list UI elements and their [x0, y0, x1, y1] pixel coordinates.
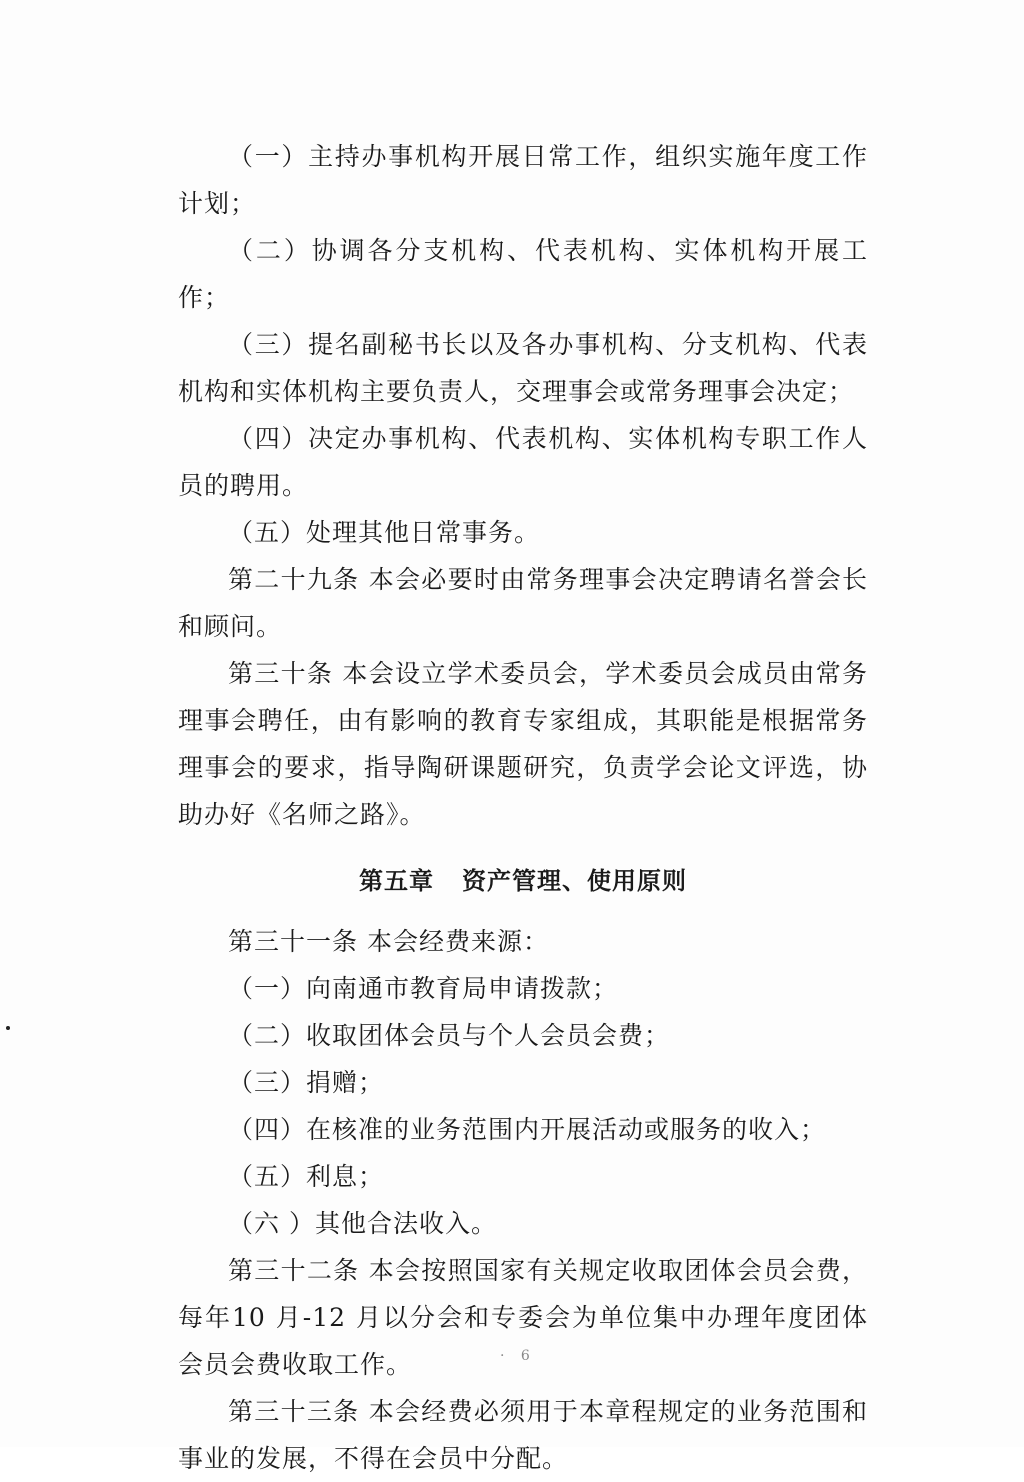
paragraph-funding-5: （五）利息； [228, 1162, 385, 1191]
paragraph-item-4: （四）决定办事机构、代表机构、实体机构专职工作人员的聘用。 [178, 424, 868, 500]
paragraph-funding-6: （六 ）其他合法收入。 [228, 1209, 497, 1238]
paragraph-item-2: （二）协调各分支机构、代表机构、实体机构开展工作； [178, 236, 868, 312]
paragraph-item-5: （五）处理其他日常事务。 [228, 518, 541, 547]
paragraph-funding-3: （三）捐赠； [228, 1068, 385, 1097]
scan-speck [6, 1026, 10, 1030]
paragraph-article-31: 第三十一条 本会经费来源： [228, 927, 549, 956]
page-number: · 6 [500, 1348, 536, 1364]
paragraph-article-30: 第三十条 本会设立学术委员会，学术委员会成员由常务理事会聘任，由有影响的教育专家组成，其职能是根据常务理事会的要求，指导陶研课题研究，负责学会论文评选，协助办好《名师之路》。 [178, 659, 868, 829]
paragraph-item-3: （三）提名副秘书长以及各办事机构、分支机构、代表机构和实体机构主要负责人，交理事会或常务理事会决定； [178, 330, 868, 406]
document-body [178, 133, 868, 1482]
chapter-number: 第五章 [359, 867, 434, 895]
paragraph-item-1: （一）主持办事机构开展日常工作，组织实施年度工作计划； [178, 142, 868, 218]
paragraph-article-32: 第三十二条 本会按照国家有关规定收取团体会员会费，每年10 月-12 月以分会和专委会为单位集中办理年度团体会员会费收取工作。 [178, 1256, 868, 1379]
paragraph-article-29: 第二十九条 本会必要时由常务理事会决定聘请名誉会长和顾问。 [178, 565, 868, 641]
paragraph-funding-2: （二）收取团体会员与个人会员会费； [228, 1021, 671, 1050]
chapter-heading [178, 856, 868, 906]
paragraph-funding-4: （四）在核准的业务范围内开展活动或服务的收入； [228, 1115, 827, 1144]
paragraph-article-33: 第三十三条 本会经费必须用于本章程规定的业务范围和事业的发展，不得在会员中分配。 [178, 1397, 868, 1473]
chapter-title: 资产管理、使用原则 [462, 867, 687, 895]
paragraph-funding-1: （一）向南通市教育局申请拨款； [228, 974, 619, 1003]
